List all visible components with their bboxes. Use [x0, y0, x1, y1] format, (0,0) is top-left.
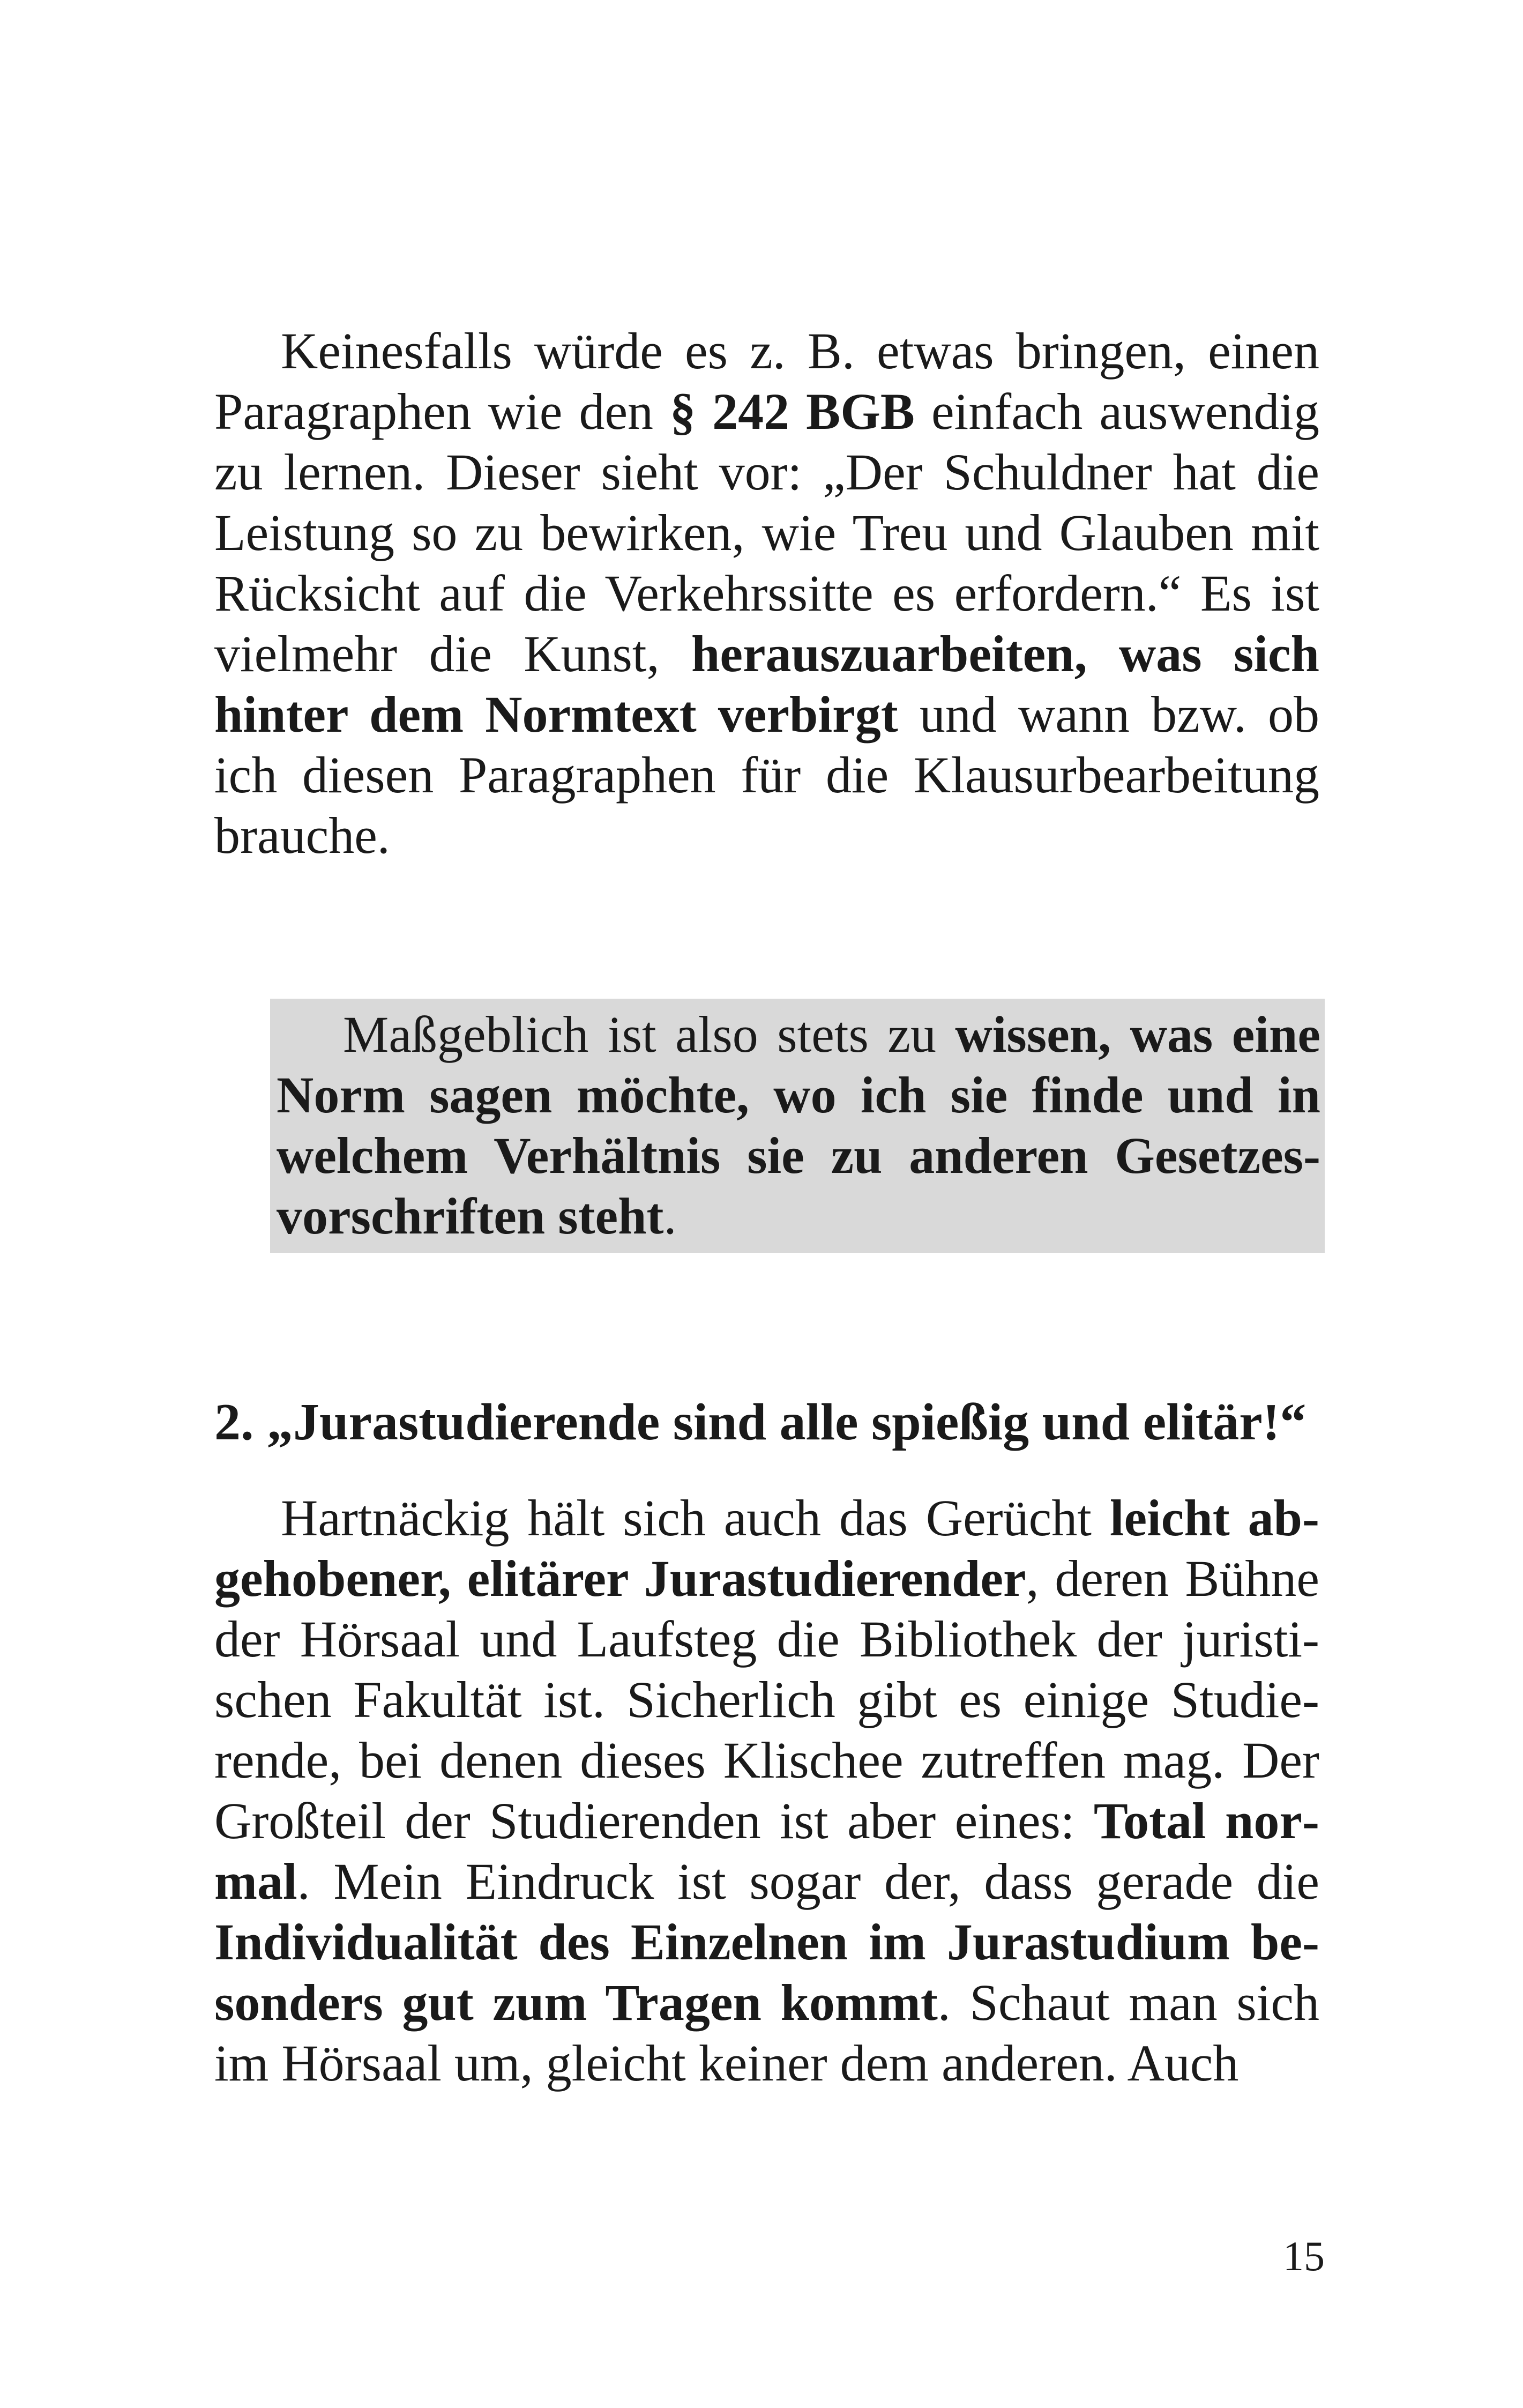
paragraph-242-bgb [214, 321, 1319, 866]
paragraph-stereotype [214, 1488, 1319, 2093]
paragraph-text: . Schaut man sich im Hörsaal um, gleicht keiner dem anderen. Auch [214, 1974, 1320, 2092]
paragraph-text: Maßgeblich ist also stets zu [343, 1006, 955, 1063]
highlight-box [270, 999, 1325, 1253]
paragraph-text: . Mein Eindruck ist sogar der, dass gerade die [297, 1853, 1319, 1910]
bold-text: Individualität des Einzelnen im Jurastudium besonders gut zum Tragen kommt [214, 1913, 1319, 2031]
paragraph-text: einfach auswendig zu lernen. Dieser sieht vor: „Der Schuldner hat die Leistung so zu bewirken, wie Treu und Glauben mit Rücksicht auf die Verkehrssitte es erfordern.“ Es ist vielmehr die Kunst, [214, 383, 1320, 682]
bold-text: wissen, was eine Norm sagen möchte, wo ich sie finde und in welchem Verhältnis sie zu anderen Gesetzesvorschriften steht [277, 1006, 1321, 1245]
paragraph-text: , deren Bühne der Hörsaal und Laufsteg die Bibliothek der juristischen Fakultät ist. Sicherlich gibt es einige Studierende, bei denen dieses Klischee zutreffen mag. Der Großteil der Studierenden ist aber eines: [214, 1550, 1319, 1849]
paragraph-text: und wann bzw. ob ich diesen Paragraphen für die Klausurbearbeitung brauche. [214, 686, 1320, 864]
page-number: 15 [1283, 2233, 1325, 2279]
bold-text: herauszuarbeiten, was sich hinter dem Normtext verbirgt [214, 625, 1320, 743]
page-body [214, 321, 1319, 2093]
paragraph-text: . [663, 1187, 677, 1245]
paragraph-text: Hartnäckig hält sich auch das Gerücht [281, 1489, 1110, 1547]
bold-text: § 242 BGB [670, 383, 915, 440]
section-heading: 2. „Jurastudierende sind alle spießig und elitär!“ [214, 1393, 1307, 1451]
bold-text: Total normal [214, 1792, 1320, 1910]
bold-text: leicht abgehobener, elitärer Jurastudierender [214, 1489, 1320, 1607]
highlight-text [277, 1004, 1320, 1246]
paragraph-text: Keinesfalls würde es z. B. etwas bringen, einen Paragraphen wie den [214, 322, 1319, 440]
